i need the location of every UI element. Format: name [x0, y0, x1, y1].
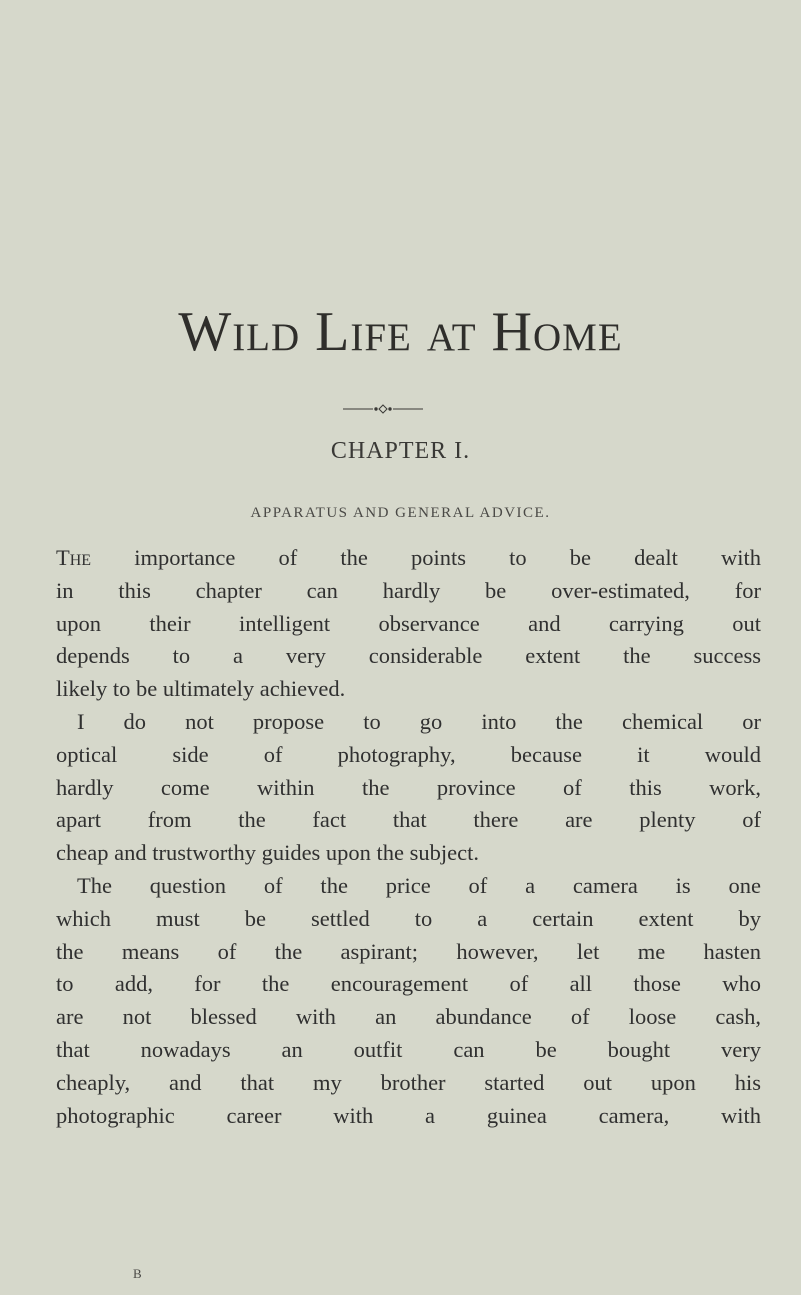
ornament-divider-icon: [343, 402, 423, 416]
signature-mark: B: [133, 1266, 142, 1281]
text-line-1-content: importance of the points to be dealt with: [134, 545, 761, 570]
text-line-7: optical side of photography, because it would: [56, 741, 761, 767]
chapter-heading: CHAPTER I.: [330, 438, 471, 464]
text-line-10: cheap and trustworthy guides upon the subject.: [56, 840, 480, 866]
text-line-1: [56, 542, 761, 575]
text-line-12: which must be settled to a certain extent by: [56, 905, 761, 931]
text-line-5: likely to be ultimately achieved.: [56, 676, 346, 702]
body-text: [56, 542, 761, 1132]
text-line-13: the means of the aspirant; however, let me hasten: [56, 938, 761, 964]
text-line-4: depends to a very considerable extent the success: [56, 643, 761, 669]
text-line-14: to add, for the encouragement of all those who: [56, 971, 761, 997]
text-line-18: photographic career with a guinea camera, with: [56, 1102, 761, 1128]
text-line-15: are not blessed with an abundance of loose cash,: [56, 1004, 761, 1030]
chapter-subtitle: APPARATUS AND GENERAL ADVICE.: [250, 505, 551, 521]
text-line-8: hardly come within the province of this work,: [56, 774, 761, 800]
text-line-11: The question of the price of a camera is one: [77, 872, 761, 898]
text-line-17: cheaply, and that my brother started out upon his: [56, 1069, 761, 1095]
text-line-9: apart from the fact that there are plenty of: [56, 807, 761, 833]
text-line-2: in this chapter can hardly be over-estimated, for: [56, 577, 761, 603]
lead-word: The: [56, 545, 92, 570]
text-line-16: that nowadays an outfit can be bought very: [56, 1036, 761, 1062]
book-title: Wild Life at Home: [178, 301, 623, 363]
text-line-3: upon their intelligent observance and carrying out: [56, 610, 761, 636]
text-line-6: I do not propose to go into the chemical or: [77, 708, 761, 734]
